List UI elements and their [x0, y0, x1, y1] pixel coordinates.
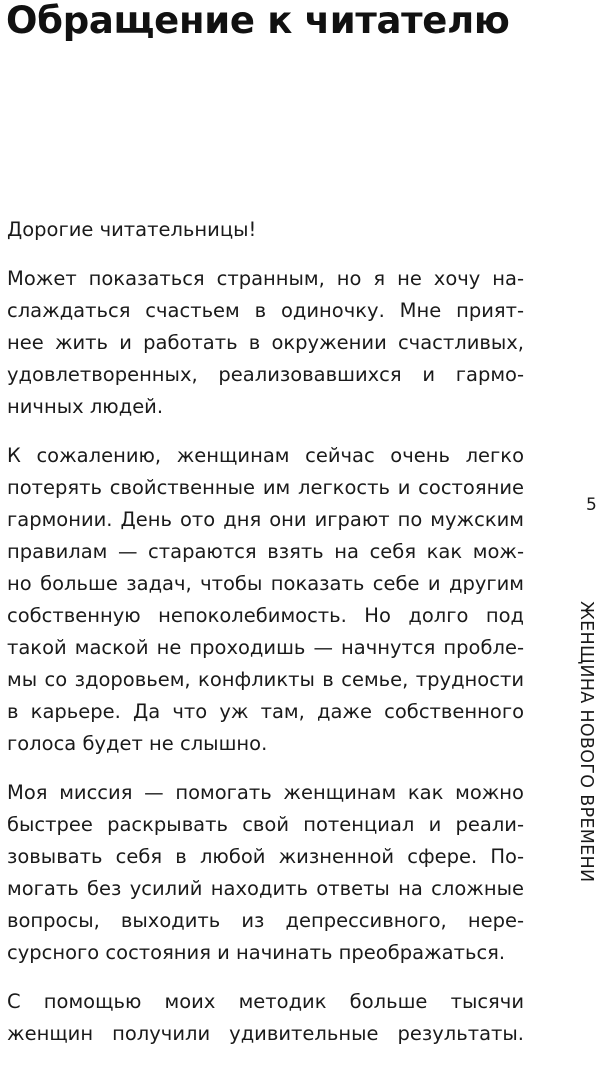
text-line: зовывать себя в любой жизненной сфере. По- — [7, 845, 524, 868]
text-line: сурсного состояния и начинать преображаться. — [7, 941, 506, 964]
text-line: собственную непоколебимость. Но долго под — [7, 604, 524, 627]
text-line: потерять свойственные им легкость и состояние — [7, 476, 524, 499]
text-line: ничных людей. — [7, 395, 164, 418]
text-line: Моя миссия — помогать женщинам как можно — [7, 781, 524, 804]
text-line: но больше задач, чтобы показать себе и другим — [7, 572, 524, 595]
text-line: Дорогие читательницы! — [7, 218, 257, 241]
paragraph — [7, 440, 524, 760]
body-text — [7, 214, 524, 1067]
text-line: вопросы, выходить из депрессивного, нере- — [7, 909, 524, 932]
text-line: удовлетворенных, реализовавшихся и гармо- — [7, 363, 524, 386]
text-line: С помощью моих методик больше тысячи — [7, 990, 524, 1013]
text-line: правилам — стараются взять на себя как мож- — [7, 540, 524, 563]
text-line: К сожалению, женщинам сейчас очень легко — [7, 444, 524, 467]
paragraph — [7, 263, 524, 423]
running-title: ЖЕНЩИНА НОВОГО ВРЕМЕНИ — [576, 601, 596, 883]
paragraph — [7, 777, 524, 969]
text-line: быстрее раскрывать свой потенциал и реали- — [7, 813, 524, 836]
text-line: нее жить и работать в окружении счастливых, — [7, 331, 524, 354]
text-line: могать без усилий находить ответы на сложные — [7, 877, 524, 900]
page-number: 5 — [586, 495, 597, 515]
text-line: Может показаться странным, но я не хочу на- — [7, 267, 524, 290]
text-line: слаждаться счастьем в одиночку. Мне прият- — [7, 299, 524, 322]
chapter-heading: Обращение к читателю — [6, 0, 510, 42]
text-line: в карьере. Да что уж там, даже собственного — [7, 700, 524, 723]
text-line: такой маской не проходишь — начнутся пробле- — [7, 636, 524, 659]
paragraph — [7, 986, 524, 1050]
paragraph — [7, 214, 524, 246]
text-line: женщин получили удивительные результаты. — [7, 1022, 524, 1045]
text-line: мы со здоровьем, конфликты в семье, трудности — [7, 668, 524, 691]
text-line: голоса будет не слышно. — [7, 732, 268, 755]
text-line: гармонии. День ото дня они играют по мужским — [7, 508, 524, 531]
